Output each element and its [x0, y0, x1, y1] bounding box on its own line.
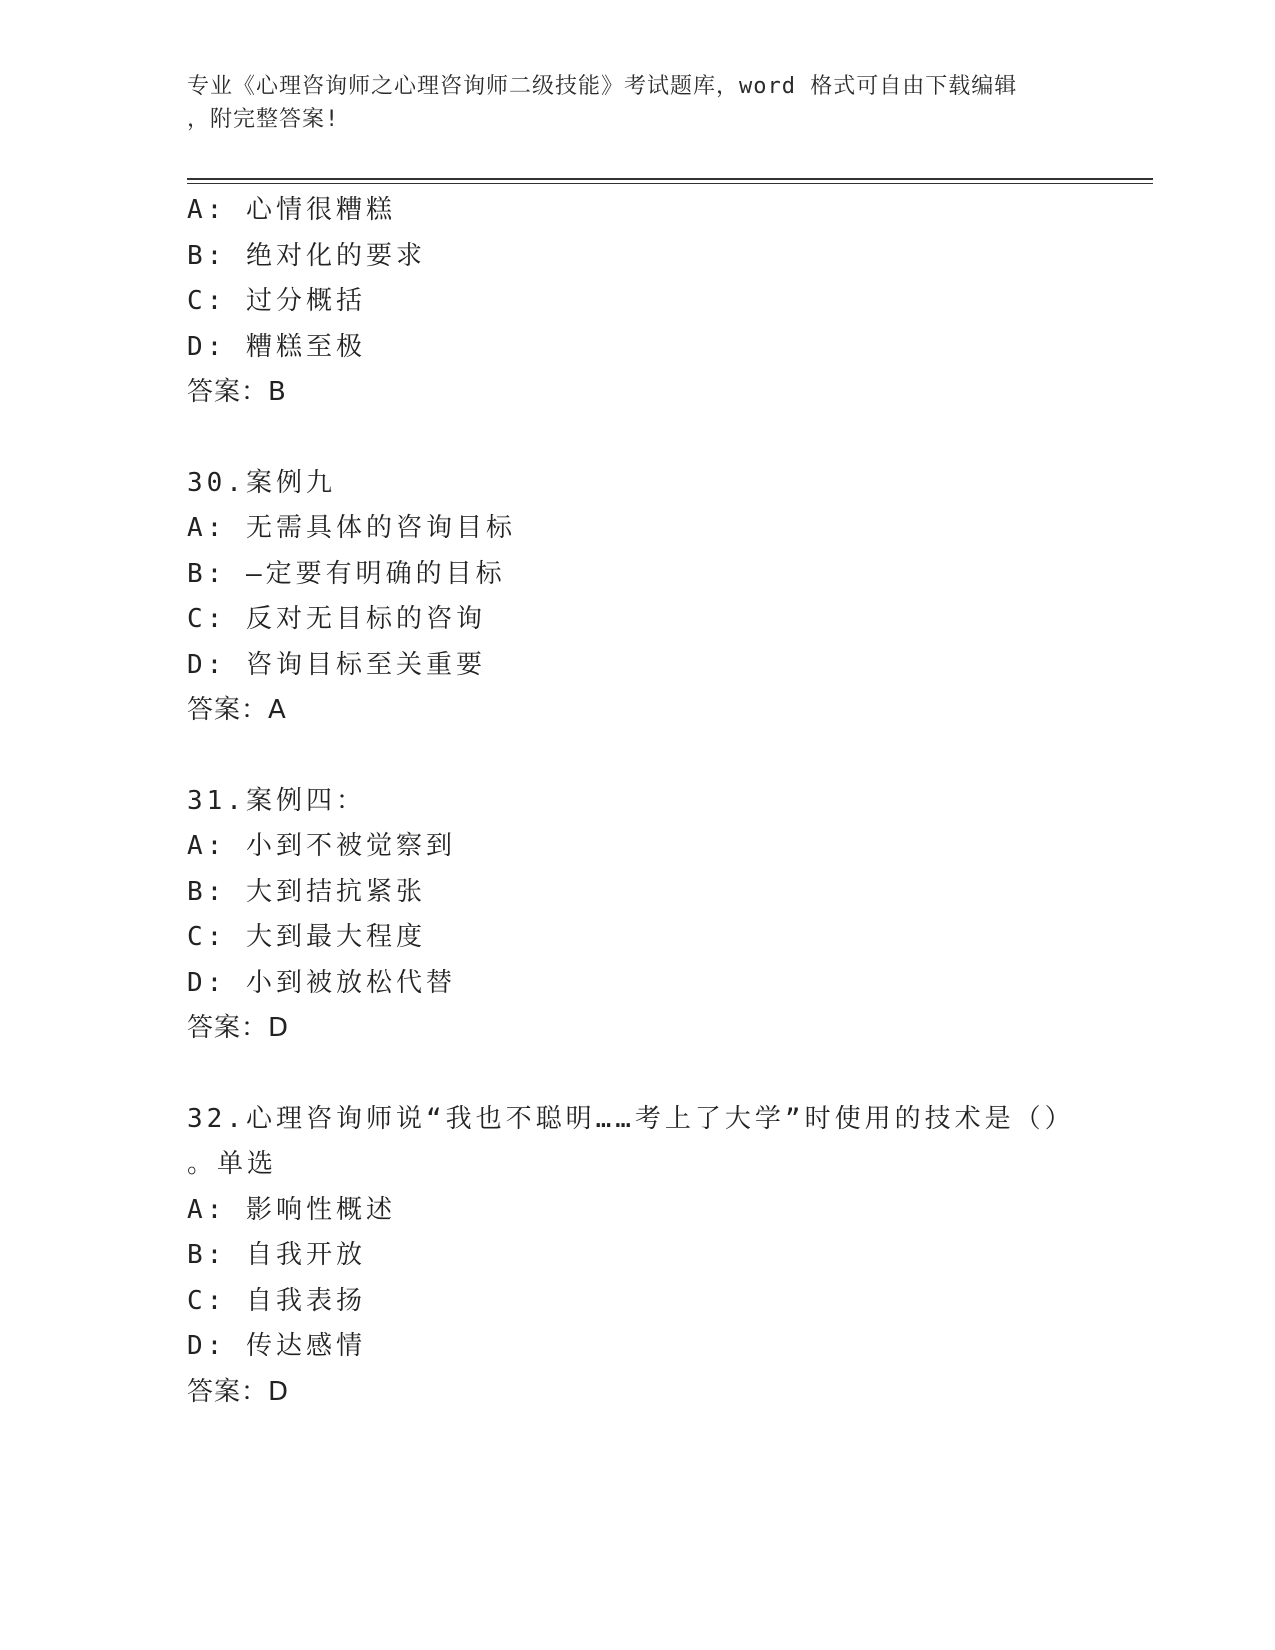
option-c: C: 过分概括 [187, 286, 366, 316]
header-line-2: ，附完整答案! [187, 107, 340, 132]
header-divider-bottom [187, 183, 1153, 184]
answer-line: 答案：A [187, 695, 287, 725]
answer-line: 答案：B [187, 377, 287, 407]
option-b: B: —定要有明确的目标 [187, 558, 506, 589]
option-c: C: 大到最大程度 [187, 922, 426, 952]
option-a: A: 影响性概述 [187, 1194, 396, 1225]
question-spacer [187, 734, 1087, 779]
question-title: 32.心理咨询师说“我也不聪明……考上了大学”时使用的技术是（） [187, 1103, 1075, 1134]
question-title-continuation: 。单选 [187, 1149, 278, 1179]
document-header [187, 70, 1067, 136]
question-spacer [187, 1052, 1087, 1097]
option-d: D: 传达感情 [187, 1331, 366, 1361]
answer-line: 答案：D [187, 1376, 290, 1407]
option-d: D: 咨询目标至关重要 [187, 649, 486, 680]
header-divider-top [187, 178, 1153, 180]
option-c: C: 自我表扬 [187, 1285, 366, 1316]
option-a: A: 心情很糟糕 [187, 195, 396, 225]
header-line-1: 专业《心理咨询师之心理咨询师二级技能》考试题库，word 格式可自由下载编辑 [187, 74, 1018, 99]
question-30 [187, 461, 1087, 734]
question-title: 30.案例九 [187, 467, 336, 498]
answer-line: 答案：D [187, 1013, 290, 1043]
question-spacer [187, 416, 1087, 461]
question-29 [187, 188, 1087, 416]
option-d: D: 糟糕至极 [187, 331, 366, 362]
question-32 [187, 1097, 1087, 1416]
question-title: 31.案例四： [187, 785, 366, 816]
option-b: B: 大到拮抗紧张 [187, 876, 426, 907]
option-d: D: 小到被放松代替 [187, 967, 456, 998]
option-b: B: 绝对化的要求 [187, 240, 426, 271]
option-a: A: 小到不被觉察到 [187, 831, 456, 861]
option-a: A: 无需具体的咨询目标 [187, 513, 516, 543]
question-31 [187, 779, 1087, 1052]
option-b: B: 自我开放 [187, 1240, 366, 1270]
option-c: C: 反对无目标的咨询 [187, 604, 486, 634]
question-list [187, 188, 1087, 1415]
